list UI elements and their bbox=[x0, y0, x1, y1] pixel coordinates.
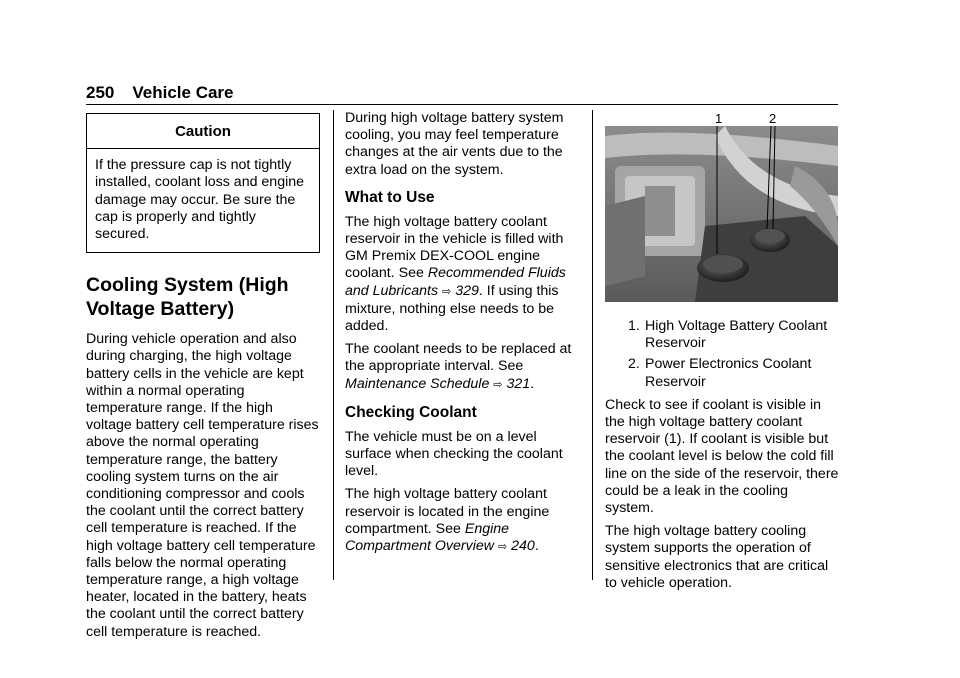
what-to-use-heading: What to Use bbox=[345, 188, 435, 206]
legend-label: Power Electronics Coolant Reservoir bbox=[645, 356, 812, 390]
checking-paragraph-1: The vehicle must be on a level surface when checking the coolant level. bbox=[345, 428, 563, 480]
header-rule bbox=[86, 104, 838, 105]
cooling-paragraph-2: During high voltage battery system cooling, you may feel temperature changes at the air vents due to the extra load on the system. bbox=[345, 110, 564, 178]
column-divider-1 bbox=[333, 110, 334, 580]
caution-text: If the pressure cap is not tightly installed, coolant loss and engine damage may occur. Be sure the cap is properly and tightly secured. bbox=[95, 157, 305, 243]
col3-paragraph-1: Check to see if coolant is visible in the high voltage battery coolant reservoir (1). If coolant is visible but the coolant level is below the cold fill line on the side of the reservoir, there could be a leak in the cooling system. bbox=[605, 396, 839, 517]
xref-arrow-icon: ⇨ bbox=[493, 378, 503, 391]
legend-num: 2. bbox=[628, 356, 640, 373]
legend-label: High Voltage Battery Coolant Reservoir bbox=[645, 318, 828, 352]
col3-paragraph-2: The high voltage battery cooling system supports the operation of sensitive electronics that are critical to vehicle operation. bbox=[605, 523, 829, 591]
what-to-use-paragraph-2 bbox=[345, 341, 581, 394]
text-run: The high voltage battery coolant reservoir in the vehicle is filled with GM Premix DEX-COOL engine coolant. See bbox=[345, 213, 564, 282]
column-3 bbox=[605, 110, 839, 598]
caution-box bbox=[86, 113, 320, 253]
xref-arrow-icon: ⇨ bbox=[442, 285, 452, 298]
what-to-use-paragraph-1 bbox=[345, 214, 581, 335]
xref-arrow-icon: ⇨ bbox=[497, 541, 508, 554]
legend-item-1 bbox=[605, 318, 839, 352]
text-run: The high voltage battery coolant reservoir is located in the engine compartment. See bbox=[345, 486, 550, 537]
column-1 bbox=[86, 110, 320, 647]
text-run: The coolant needs to be replaced at the appropriate interval. See bbox=[345, 341, 572, 375]
page-number: 250 bbox=[86, 83, 115, 102]
section-title: Vehicle Care bbox=[132, 83, 234, 102]
callout-1: 1 bbox=[715, 111, 723, 126]
checking-coolant-heading: Checking Coolant bbox=[345, 403, 477, 421]
legend-num: 1. bbox=[628, 318, 640, 334]
legend-item-2 bbox=[605, 356, 839, 390]
text-run: . bbox=[530, 375, 535, 392]
xref-engine-compartment[interactable]: Engine Compartment Overview bbox=[345, 520, 510, 555]
checking-paragraph-2 bbox=[345, 486, 581, 556]
engine-compartment-figure bbox=[605, 110, 838, 304]
xref-maintenance-schedule[interactable]: Maintenance Schedule bbox=[345, 375, 490, 392]
engine-photo bbox=[605, 126, 838, 302]
column-divider-2 bbox=[592, 110, 593, 580]
xref-recommended-fluids[interactable]: Recommended Fluids and Lubricants bbox=[345, 265, 566, 299]
page-header bbox=[86, 83, 234, 103]
cooling-paragraph-1: During vehicle operation and also during charging, the high voltage battery cells in the vehicle are kept within a normal operating temperature range. If the high voltage battery cell temperature rises above the normal operating temperature range, the battery cooling system turns on the air conditioning compressor and cools the coolant until the correct battery cell temperature is reached. If the high voltage battery cell temperature falls below the normal operating temperature range, a high voltage heater, located in the battery, heats the coolant until the correct battery cell temperature is reached. bbox=[86, 331, 319, 640]
xref-page-329[interactable]: 329 bbox=[455, 282, 479, 299]
column-2 bbox=[345, 110, 581, 562]
text-run: . bbox=[534, 538, 539, 555]
caution-title: Caution bbox=[87, 114, 319, 149]
callout-2: 2 bbox=[769, 111, 777, 126]
figure-legend bbox=[605, 318, 839, 391]
xref-page-321[interactable]: 321 bbox=[506, 375, 531, 392]
xref-page-240[interactable]: 240 bbox=[511, 538, 535, 555]
cooling-system-heading: Cooling System (High Voltage Battery) bbox=[86, 274, 289, 321]
text-run: . If using this mixture, nothing else needs to be added. bbox=[345, 282, 559, 335]
